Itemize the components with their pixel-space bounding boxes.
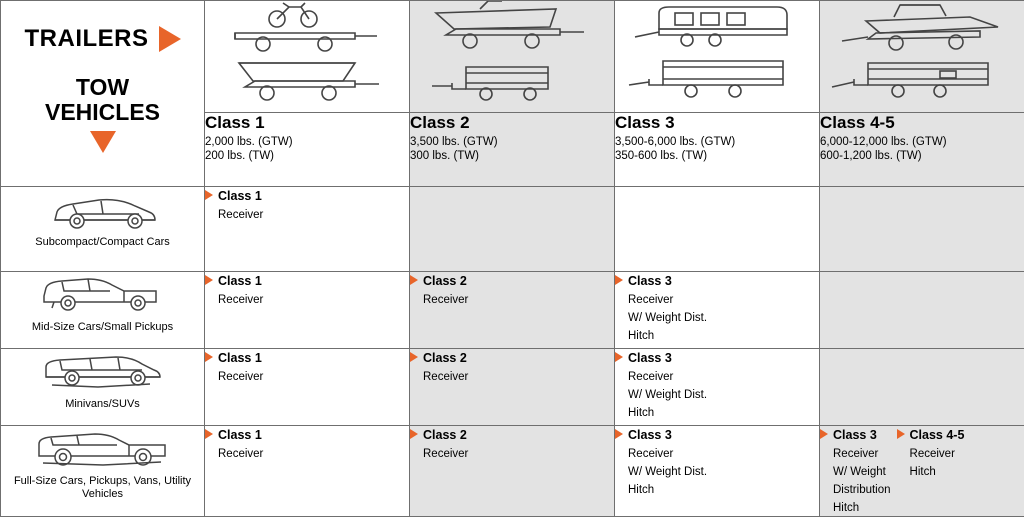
entry-title: Class 3 (628, 274, 672, 288)
entry-line: Receiver (218, 294, 263, 306)
class-header-3 (615, 113, 820, 187)
triangle-right-icon (615, 352, 623, 362)
boat-on-trailer-icon (205, 53, 385, 105)
class-header-2 (410, 113, 615, 187)
entry-title: Class 1 (218, 189, 262, 203)
entry-line: Receiver (218, 209, 263, 221)
class-tw: 600-1,200 lbs. (TW) (820, 150, 1024, 164)
cell-r1-class3 (615, 187, 820, 272)
trailer-icons-class-2 (410, 1, 615, 113)
vehicle-label: Minivans/SUVs (1, 398, 204, 411)
motorcycle-on-trailer-icon (205, 1, 385, 53)
box-trailer-icon (615, 53, 805, 105)
triangle-right-icon (205, 352, 213, 362)
class-entry (615, 272, 707, 344)
class-entry (205, 426, 263, 462)
cell-r2-class1 (205, 272, 410, 349)
entry-line: Hitch (628, 484, 654, 496)
entry-line: Receiver (423, 371, 468, 383)
tow-vehicles-label-line2: VEHICLES (1, 100, 204, 125)
vehicle-cell-midsize (1, 272, 205, 349)
entry-title: Class 1 (218, 428, 262, 442)
entry-line: Hitch (833, 502, 859, 514)
entry-line: Receiver (423, 294, 468, 306)
cell-r1-class4-5 (820, 187, 1024, 272)
trailer-icons-class-1 (205, 1, 410, 113)
entry-line: W/ Weight (833, 466, 886, 478)
entry-line: Hitch (628, 407, 654, 419)
compact-car-icon (43, 189, 163, 235)
triangle-right-icon (615, 275, 623, 285)
entry-title: Class 3 (833, 428, 877, 442)
class-tw: 350-600 lbs. (TW) (615, 150, 819, 164)
entry-title: Class 2 (423, 428, 467, 442)
triangle-right-icon (205, 190, 213, 200)
minivan-suv-icon (38, 351, 168, 397)
cell-r2-class2 (410, 272, 615, 349)
class-entry (205, 349, 263, 385)
triangle-right-icon (410, 275, 418, 285)
entry-line: W/ Weight Dist. (628, 466, 707, 478)
tow-vehicles-label-line1: TOW (1, 75, 204, 100)
entry-title: Class 3 (628, 428, 672, 442)
chart-corner-header (1, 1, 205, 187)
trailers-heading (1, 1, 204, 53)
class-gtw: 2,000 lbs. (GTW) (205, 136, 409, 150)
trailers-label: TRAILERS (25, 25, 149, 53)
cell-r1-class1 (205, 187, 410, 272)
class-entry (410, 426, 468, 462)
boat-on-trailer-icon (410, 1, 590, 53)
cell-r3-class2 (410, 349, 615, 426)
class-gtw: 6,000-12,000 lbs. (GTW) (820, 136, 1024, 150)
table-row (1, 272, 1024, 349)
trailer-icons-row (1, 1, 1024, 113)
midsize-car-pickup-icon (38, 274, 168, 320)
class-title: Class 4-5 (820, 113, 1024, 133)
entry-line: Receiver (423, 448, 468, 460)
entry-line: W/ Weight Dist. (628, 312, 707, 324)
class-entry (205, 272, 263, 308)
entry-line: Receiver (628, 294, 673, 306)
fullsize-pickup-icon (33, 428, 173, 474)
large-travel-trailer-icon (820, 53, 1010, 105)
vehicle-cell-subcompact (1, 187, 205, 272)
class-entry (615, 349, 707, 421)
triangle-right-icon (159, 26, 181, 52)
triangle-down-icon (90, 131, 116, 153)
triangle-right-icon (897, 429, 905, 439)
triangle-right-icon (820, 429, 828, 439)
class-header-4-5 (820, 113, 1024, 187)
class-gtw: 3,500 lbs. (GTW) (410, 136, 614, 150)
entry-title: Class 1 (218, 274, 262, 288)
class-entry (410, 349, 468, 385)
entry-line: Distribution (833, 484, 891, 496)
cell-r2-class4-5 (820, 272, 1024, 349)
class-title: Class 2 (410, 113, 614, 133)
class-tw: 200 lbs. (TW) (205, 150, 409, 164)
class-header-1 (205, 113, 410, 187)
entry-title: Class 2 (423, 274, 467, 288)
entry-line: Receiver (833, 448, 878, 460)
entry-line: Hitch (628, 330, 654, 342)
vehicle-label: Full-Size Cars, Pickups, Vans, Utility Vehicles (1, 475, 204, 500)
entry-line: W/ Weight Dist. (628, 389, 707, 401)
entry-title: Class 2 (423, 351, 467, 365)
entry-line: Receiver (628, 448, 673, 460)
triangle-right-icon (410, 352, 418, 362)
class-entry (205, 187, 263, 223)
table-row (1, 187, 1024, 272)
vehicle-label: Mid-Size Cars/Small Pickups (1, 321, 204, 334)
cell-r3-class1 (205, 349, 410, 426)
triangle-right-icon (205, 275, 213, 285)
trailer-icons-class-4-5 (820, 1, 1024, 113)
entry-line: Receiver (910, 448, 955, 460)
triangle-right-icon (410, 429, 418, 439)
entry-line: Receiver (628, 371, 673, 383)
entry-line: Hitch (910, 466, 936, 478)
class-tw: 300 lbs. (TW) (410, 150, 614, 164)
class-title: Class 1 (205, 113, 409, 133)
cell-r1-class2 (410, 187, 615, 272)
class-entry (615, 426, 707, 498)
class-entry (410, 272, 468, 308)
trailer-icons-class-3 (615, 1, 820, 113)
cell-r2-class3 (615, 272, 820, 349)
small-popup-camper-icon (410, 53, 590, 105)
table-row (1, 349, 1024, 426)
triangle-right-icon (615, 429, 623, 439)
entry-line: Receiver (218, 448, 263, 460)
travel-trailer-icon (615, 1, 805, 53)
class-gtw: 3,500-6,000 lbs. (GTW) (615, 136, 819, 150)
entry-title: Class 1 (218, 351, 262, 365)
triangle-right-icon (205, 429, 213, 439)
vehicle-label: Subcompact/Compact Cars (1, 236, 204, 249)
entry-title: Class 4-5 (910, 428, 965, 442)
vehicle-cell-minivan-suv (1, 349, 205, 426)
tow-vehicles-heading (1, 75, 204, 153)
large-boat-on-trailer-icon (820, 1, 1010, 53)
entry-line: Receiver (218, 371, 263, 383)
class-title: Class 3 (615, 113, 819, 133)
cell-r3-class4-5 (820, 349, 1024, 426)
cell-r3-class3 (615, 349, 820, 426)
entry-title: Class 3 (628, 351, 672, 365)
